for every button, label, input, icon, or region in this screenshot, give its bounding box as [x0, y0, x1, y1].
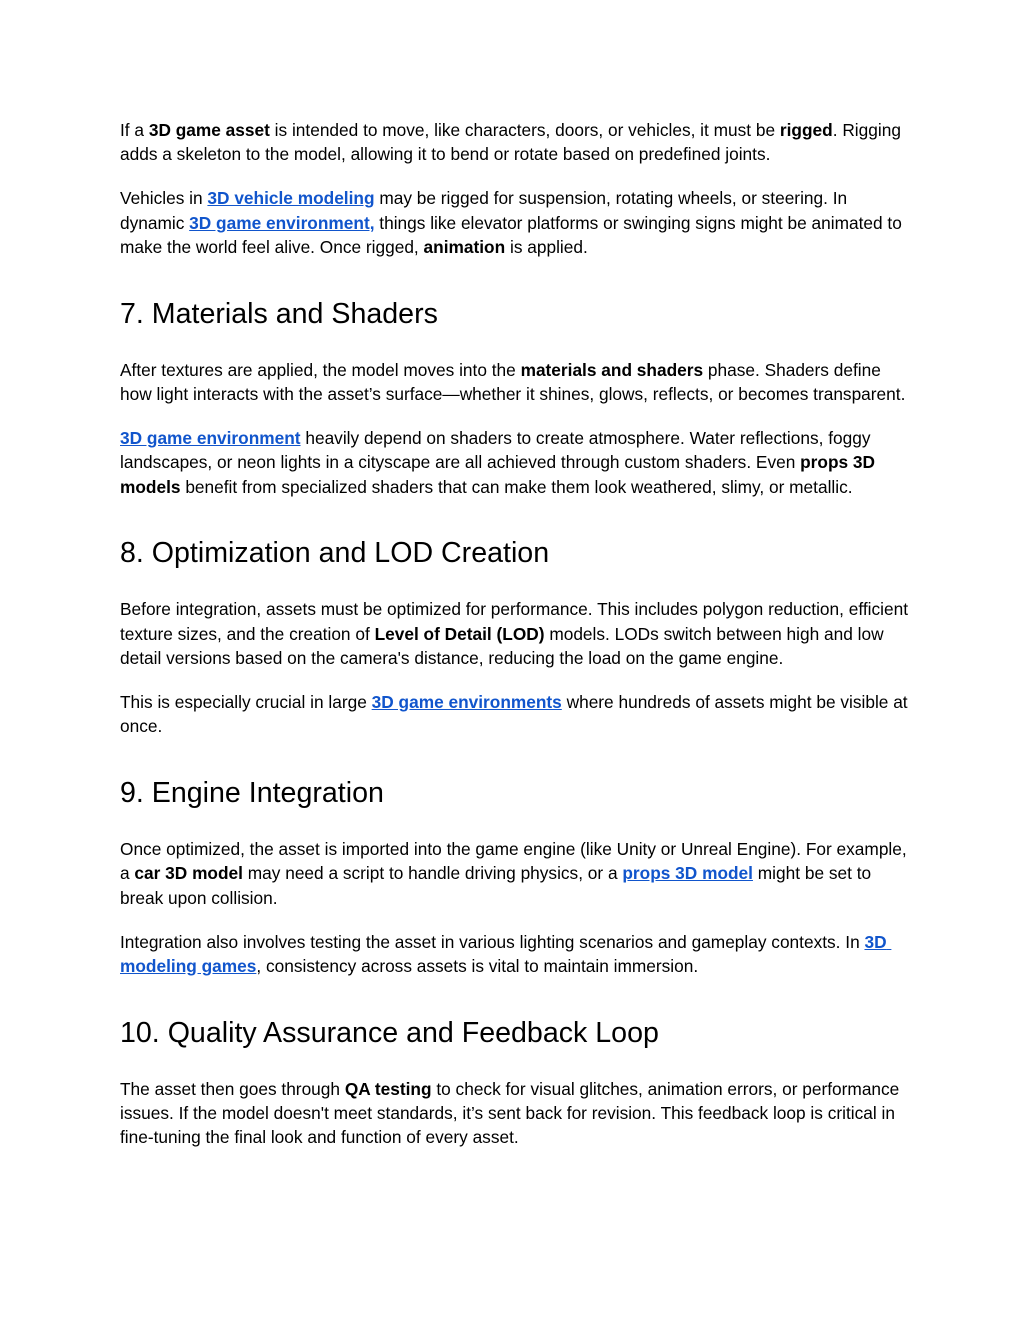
text-run: , consistency across assets is vital to maintain immersion.	[256, 956, 699, 977]
text-run: might be set to break upon collision.	[120, 863, 876, 908]
document-page	[120, 118, 913, 1150]
bold-term: animation	[423, 237, 506, 258]
link-3d-vehicle-modeling[interactable]: 3D vehicle modeling	[207, 188, 375, 209]
bold-term: QA testing	[344, 1078, 432, 1099]
bold-term: rigged	[779, 120, 833, 140]
bold-term: Level of Detail (LOD)	[374, 623, 545, 644]
heading-engine-integration: 9. Engine Integration	[120, 776, 384, 809]
link-3d-game-environment[interactable]: 3D game environment	[120, 428, 301, 449]
link-3d-modeling-games[interactable]: 3D modeling games	[120, 931, 892, 977]
text-run: . Rigging adds a skeleton to the model, allowing it to bend or rotate based on predefined joints.	[120, 120, 906, 165]
bold-term: car 3D model	[134, 863, 243, 884]
text-run: is applied.	[505, 237, 588, 258]
para-rigging	[120, 118, 910, 167]
text-run: things like elevator platforms or swinging signs might be animated to make the world feel alive. Once rigged,	[120, 212, 907, 258]
link-3d-game-environment[interactable]: 3D game environment,	[189, 212, 375, 233]
para-engine-import	[120, 837, 910, 910]
text-run: If a	[120, 120, 149, 140]
text-run: After textures are applied, the model moves into the	[120, 359, 521, 380]
text-run: benefit from specialized shaders that can make them look weathered, slimy, or metallic.	[180, 476, 853, 497]
text-run: The asset then goes through	[120, 1078, 345, 1099]
link-props-3d-model[interactable]: props 3D model	[622, 863, 753, 884]
text-run: to check for visual glitches, animation errors, or performance issues. If the model doesn't meet standards, it’s sent back for revision. This feedback loop is critical in fine-tuning the final look and function of every asset.	[120, 1078, 905, 1148]
text-run: phase. Shaders define how light interacts with the asset’s surface—whether it shines, glows, reflects, or becomes transparent.	[120, 359, 906, 405]
text-run: Integration also involves testing the asset in various lighting scenarios and gameplay contexts. In	[120, 931, 865, 952]
heading-materials-shaders: 7. Materials and Shaders	[120, 297, 438, 330]
para-vehicles	[120, 186, 910, 259]
text-run: may need a script to handle driving physics, or a	[242, 863, 623, 884]
para-optimization	[120, 597, 913, 670]
link-3d-game-environments[interactable]: 3D game environments	[371, 692, 562, 713]
para-shaders-intro	[120, 358, 910, 407]
bold-term: 3D game asset	[148, 120, 270, 140]
bold-term: materials and shaders	[520, 359, 704, 380]
para-large-environments	[120, 690, 913, 739]
text-run: Before integration, assets must be optimized for performance. This includes polygon reduction, efficient texture sizes, and the creation of	[120, 599, 913, 644]
text-run: heavily depend on shaders to create atmosphere. Water reflections, foggy landscapes, or neon lights in a cityscape are all achieved through custom shaders. Even	[120, 428, 876, 473]
text-run: models. LODs switch between high and low detail versions based on the camera's distance, reducing the load on the game engine.	[120, 623, 889, 669]
para-qa	[120, 1077, 910, 1150]
text-run: Vehicles in	[120, 188, 208, 209]
text-run: is intended to move, like characters, doors, or vehicles, it must be	[269, 120, 780, 140]
text-run: Once optimized, the asset is imported into the game engine (like Unity or Unreal Engine). For example, a	[120, 838, 912, 884]
text-run: where hundreds of assets might be visible at once.	[120, 692, 913, 737]
heading-optimization-lod: 8. Optimization and LOD Creation	[120, 537, 550, 570]
para-shaders-environment	[120, 426, 910, 499]
heading-quality-assurance: 10. Quality Assurance and Feedback Loop	[120, 1016, 659, 1049]
bold-term: props 3D models	[120, 452, 880, 497]
para-integration-testing	[120, 930, 910, 979]
text-run: This is especially crucial in large	[120, 692, 372, 713]
text-run: may be rigged for suspension, rotating wheels, or steering. In dynamic	[120, 188, 852, 233]
